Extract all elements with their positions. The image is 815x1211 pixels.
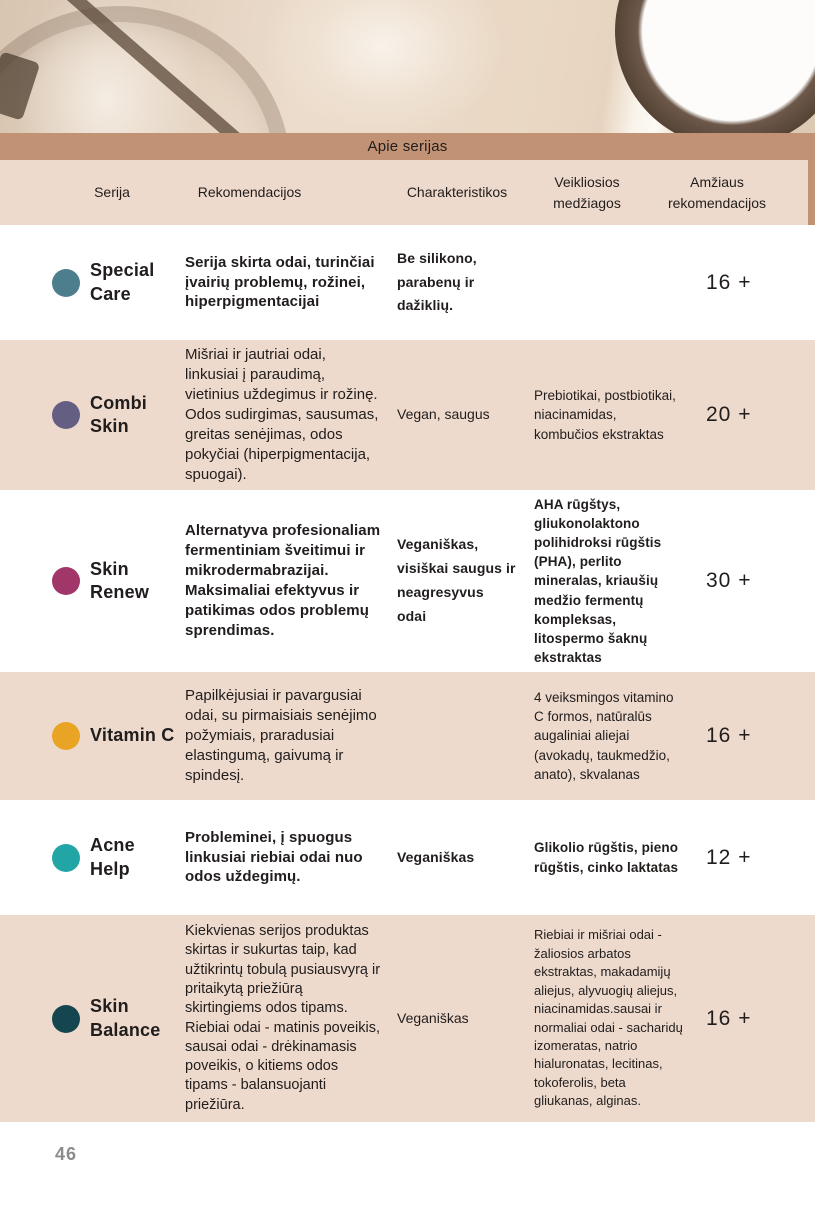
active-ingredients-text: Riebiai ir mišriai odai - žaliosios arbatos ekstraktas, makadamijų aliejus, alyvuogių aliejus, niacinamidas.sausai ir normaliai odai - sacharidų izomeratas, natrio hialuronatas, lecitinas, tokoferolis, beta gliukanas, alginas. <box>534 927 683 1109</box>
recommendations-text: Probleminei, į spuogus linkusiai riebiai odai nuo odos uždegimų. <box>185 828 363 886</box>
age-recommendation: 16 + <box>706 724 752 747</box>
characteristics-text: Be silikono, parabenų ir dažiklių. <box>397 249 477 314</box>
active-ingredients-text: AHA rūgštys, gliukonolaktono polihidroksi rūgštis (PHA), perlito mineralas, kriaušių medžio fermentų kompleksas, litospermo šaknų ekstraktas <box>534 496 662 666</box>
series-name: Skin Renew <box>90 558 150 602</box>
column-header-amzius: Amžiaus rekomendacijos <box>667 173 767 211</box>
table-row <box>0 340 815 490</box>
section-banner <box>0 133 815 160</box>
recommendations-text: Papilkėjusiai ir pavargusiai odai, su pirmaisiais senėjimo požymiais, praradusiai elastingumą, gaivumą ir spindesį. <box>185 687 377 784</box>
page-footer <box>0 1122 815 1211</box>
recommendations-text: Alternatyva profesionaliam fermentiniam šveitimui ir mikrodermabrazijai. Maksimaliai efektyvus ir patikimas odos problemų sprendimas. <box>185 522 381 639</box>
page-number: 46 <box>55 1144 78 1164</box>
glass-ring-shape <box>0 6 290 133</box>
age-recommendation: 16 + <box>706 270 752 294</box>
table-row <box>0 490 815 672</box>
characteristics-text: Vegan, saugus <box>397 406 490 423</box>
table-row <box>0 800 815 915</box>
series-color-dot <box>52 1005 80 1033</box>
series-name: Combi Skin <box>90 392 147 436</box>
banner-title: Apie serijas <box>367 138 448 155</box>
series-color-dot <box>52 844 80 872</box>
series-color-dot <box>52 567 80 595</box>
edge-accent-strip <box>808 160 815 225</box>
column-header-veikliosios: Veikliosios medžiagos <box>553 173 621 211</box>
header-photo <box>0 0 815 133</box>
column-header-charakteristikos: Charakteristikos <box>406 184 508 200</box>
recommendations-text: Mišriai ir jautriai odai, linkusiai į paraudimą, vietinius uždegimus ir rožinę. Odos sudirgimas, sausumas, greitas senėjimas, odos pokyčiai (hiperpigmentacija, spuogai). <box>185 346 379 483</box>
recommendations-text: Kiekvienas serijos produktas skirtas ir sukurtas taip, kad užtikrintų tobulą pusiausvyrą ir pritaikytą priežiūrą skirtingiems odos tipams. Riebiai odai - matinis poveikis, sausai odai - drėkinamasis poveikis, o kitiems odos tipams - balansuojanti priežiūra. <box>185 923 381 1113</box>
table-header-row <box>0 160 815 225</box>
age-recommendation: 12 + <box>706 845 752 869</box>
recommendations-text: Serija skirta odai, turinčiai įvairių problemų, rožinei, hiperpigmentacijai <box>185 253 375 311</box>
age-recommendation: 16 + <box>706 1006 752 1030</box>
series-name: Skin Balance <box>90 996 161 1040</box>
series-color-dot <box>52 722 80 750</box>
characteristics-text: Veganiškas <box>397 848 475 865</box>
age-recommendation: 20 + <box>706 403 752 426</box>
column-header-serija: Serija <box>94 184 130 200</box>
column-header-rekomendacijos: Rekomendacijos <box>197 184 302 200</box>
table-row <box>0 915 815 1122</box>
active-ingredients-text: Prebiotikai, postbiotikai, niacinamidas, kombučios ekstraktas <box>534 388 676 442</box>
active-ingredients-text: 4 veiksmingos vitamino C formos, natūralūs augaliniai aliejai (avokadų, taukmedžio, anato), skvalanas <box>534 690 674 782</box>
table-row <box>0 225 815 340</box>
series-name: Special Care <box>90 260 155 304</box>
age-recommendation: 30 + <box>706 569 752 592</box>
series-color-dot <box>52 401 80 429</box>
table-row <box>0 672 815 800</box>
characteristics-text: Veganiškas, visiškai saugus ir neagresyvus odai <box>397 536 516 624</box>
series-color-dot <box>52 269 80 297</box>
characteristics-text: Veganiškas <box>397 1009 469 1026</box>
active-ingredients-text: Glikolio rūgštis, pieno rūgštis, cinko laktatas <box>534 840 679 875</box>
series-name: Vitamin C <box>90 725 175 746</box>
series-name: Acne Help <box>90 835 135 879</box>
